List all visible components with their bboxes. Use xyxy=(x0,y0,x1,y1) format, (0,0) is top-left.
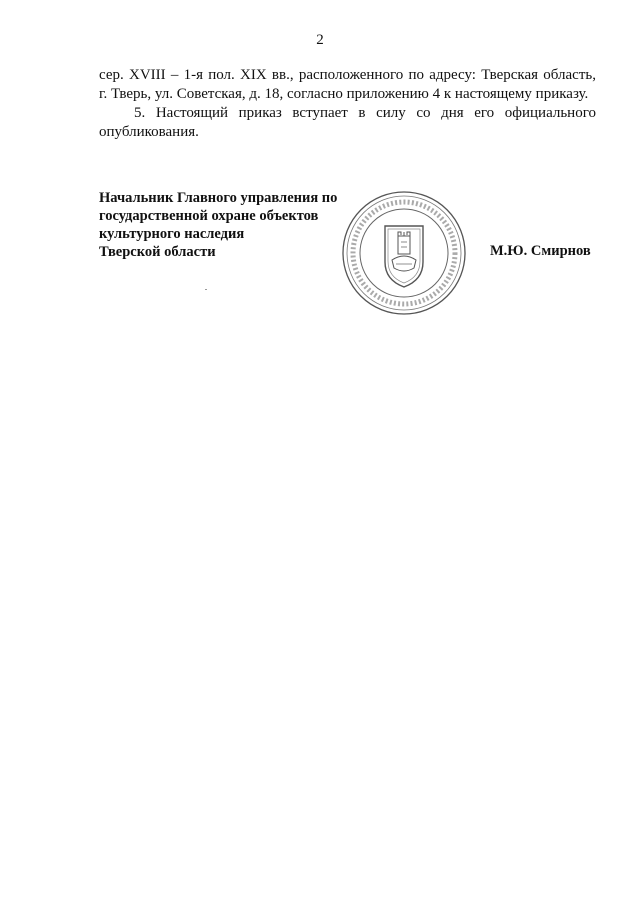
signer-name: М.Ю. Смирнов xyxy=(490,243,591,259)
page-number: 2 xyxy=(316,32,324,48)
document-body xyxy=(99,66,596,142)
paragraph-5-line-1: 5. Настоящий приказ вступает в силу со дня его официального xyxy=(134,105,596,121)
official-seal xyxy=(341,190,467,316)
signatory-title-line-1: Начальник Главного управления по xyxy=(99,190,338,206)
signatory-title-line-3: культурного наследия xyxy=(99,226,245,242)
paragraph-5 xyxy=(99,104,596,142)
paragraph-5-line-2: опубликования. xyxy=(99,124,199,140)
scan-speck xyxy=(205,289,207,290)
signatory-title-line-2: государственной охране объектов xyxy=(99,208,319,224)
signatory-title xyxy=(99,189,337,261)
paragraph-1-line-1: сер. XVIII – 1-я пол. XIX вв., расположенного по адресу: Тверская область, xyxy=(99,67,596,83)
signatory-title-line-4: Тверской области xyxy=(99,244,216,260)
paragraph-1 xyxy=(99,66,596,104)
paragraph-1-line-2: г. Тверь, ул. Советская, д. 18, согласно приложению 4 к настоящему приказу. xyxy=(99,86,589,102)
coat-of-arms-icon xyxy=(341,190,467,316)
